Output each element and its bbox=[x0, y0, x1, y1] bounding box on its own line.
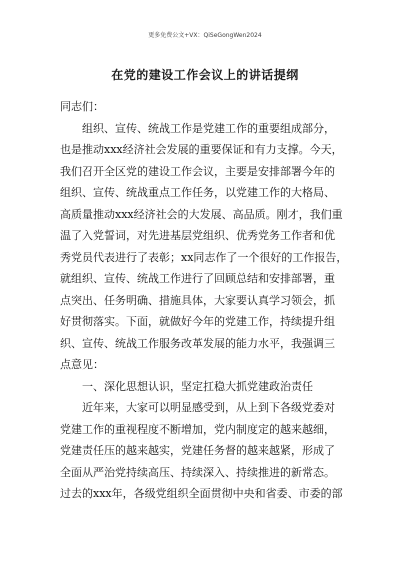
body-line: 全面从严治党持续高压、持续深入、持续推进的新常态。 bbox=[60, 465, 335, 479]
header-note: 更多免费公文+VX：QiSeGongWen2024 bbox=[148, 32, 262, 39]
document-body bbox=[60, 96, 356, 505]
body-line: 近年来，大家可以明显感受到，从上到下各级党委对 bbox=[82, 401, 335, 414]
body-line: 组织、宣传、统战工作是党建工作的重要组成部分， bbox=[82, 121, 335, 135]
body-line: 就组织、宣传、统战工作进行了回顾总结和安排部署，重 bbox=[60, 272, 335, 285]
body-line: 高质量推动xxx经济社会的大发展、高品质。刚才，我们重 bbox=[60, 207, 343, 221]
body-line: 党建责任压的越来越实，党建任务督的越来越紧，形成了 bbox=[60, 444, 335, 457]
document-title: 在党的建设工作会议上的讲话提纲 bbox=[111, 68, 299, 82]
body-line: 点突出、任务明确、措施具体，大家要认真学习领会，抓 bbox=[60, 293, 335, 307]
body-line: 过去的xxx年，各级党组织全面贯彻中央和省委、市委的部 bbox=[60, 487, 343, 500]
body-line: 也是推动xxx经济社会发展的重要保证和有力支撑。今天， bbox=[60, 143, 343, 156]
body-line: 温了入党誓词，对先进基层党组织、优秀党务工作者和优 bbox=[60, 229, 335, 242]
body-line: 秀党员代表进行了表彰；xx同志作了一个很好的工作报告， bbox=[60, 250, 348, 264]
salutation: 同志们： bbox=[60, 100, 104, 113]
section-heading: 一、深化思想认识，坚定扛稳大抓党建政治责任 bbox=[82, 379, 313, 393]
body-line: 点意见： bbox=[60, 358, 104, 371]
body-line: 好贯彻落实。下面，就做好今年的党建工作，持续提升组 bbox=[60, 315, 335, 328]
body-line: 织、宣传、统战工作服务改革发展的能力水平，我强调三 bbox=[60, 336, 335, 350]
body-line: 组织、宣传、统战重点工作任务，以党建工作的大格局、 bbox=[60, 186, 335, 199]
body-line: 我们召开全区党的建设工作会议，主要是安排部署今年的 bbox=[60, 164, 335, 178]
body-line: 党建工作的重视程度不断增加，党内制度定的越来越细， bbox=[60, 422, 335, 436]
